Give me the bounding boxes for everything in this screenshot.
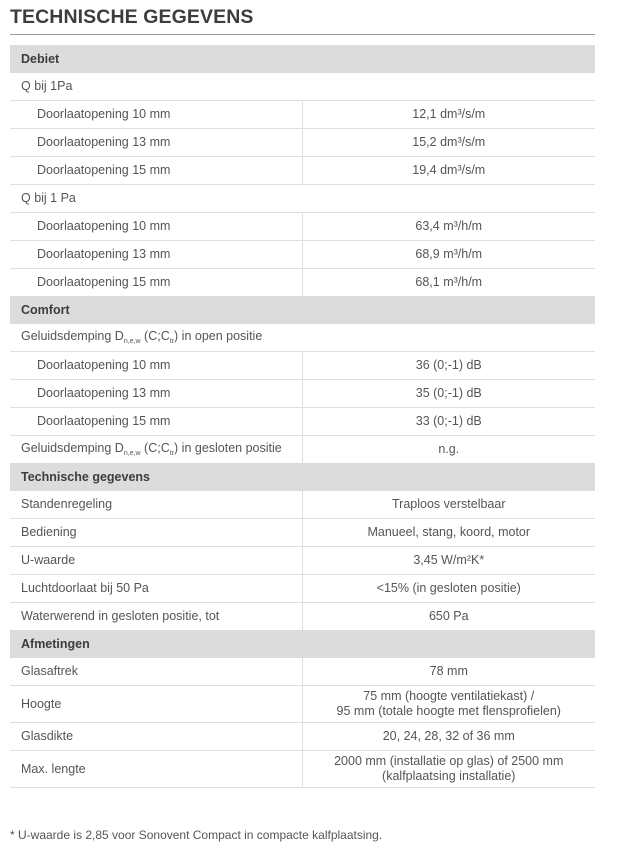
table-row — [10, 603, 595, 631]
row-value: 15,2 dm³/s/m — [302, 129, 595, 157]
row-label: Doorlaatopening 15 mm — [10, 408, 302, 436]
section-title: Debiet — [10, 45, 595, 73]
row-value: Manueel, stang, koord, motor — [302, 519, 595, 547]
specs-table — [10, 45, 595, 788]
row-label: Standenregeling — [10, 491, 302, 519]
label-text: Geluidsdemping D — [21, 441, 124, 455]
footnote: * U-waarde is 2,85 voor Sonovent Compact in compacte kalfplaatsing. — [10, 828, 383, 842]
section-title: Technische gegevens — [10, 463, 595, 491]
table-row — [10, 352, 595, 380]
row-value: 63,4 m³/h/m — [302, 213, 595, 241]
row-value: <15% (in gesloten positie) — [302, 575, 595, 603]
row-value: 33 (0;-1) dB — [302, 408, 595, 436]
value-line: 2000 mm (installatie op glas) of 2500 mm — [334, 754, 564, 768]
row-label: Doorlaatopening 15 mm — [10, 157, 302, 185]
table-row — [10, 436, 595, 464]
section-header-afmetingen — [10, 630, 595, 658]
row-label: Doorlaatopening 10 mm — [10, 352, 302, 380]
table-row — [10, 269, 595, 297]
row-value — [302, 751, 595, 788]
title-divider — [10, 34, 595, 35]
table-row — [10, 751, 595, 788]
row-label: Waterwerend in gesloten positie, tot — [21, 609, 220, 623]
row-value: 3,45 W/m²K* — [302, 547, 595, 575]
page-title: TECHNISCHE GEGEVENS — [10, 6, 254, 28]
row-label: Doorlaatopening 15 mm — [37, 275, 171, 289]
row-label: U-waarde — [10, 547, 302, 575]
row-value: n.g. — [302, 436, 595, 464]
row-label: Glasdikte — [10, 723, 302, 751]
section-header-debiet — [10, 45, 595, 73]
table-row — [10, 129, 595, 157]
group-row — [10, 73, 595, 101]
table-row — [10, 547, 595, 575]
row-value: 35 (0;-1) dB — [302, 380, 595, 408]
subscript: n,e,w — [123, 450, 141, 457]
row-label: Bediening — [10, 519, 302, 547]
label-text: (C;C — [140, 441, 170, 455]
subscript: tr — [169, 338, 175, 345]
row-label: Doorlaatopening 10 mm — [10, 101, 302, 129]
table-row — [10, 101, 595, 129]
row-value: Traploos verstelbaar — [302, 491, 595, 519]
value-line: 95 mm (totale hoogte met flensprofielen) — [336, 704, 561, 718]
row-value — [302, 686, 595, 723]
table-row — [10, 491, 595, 519]
table-row — [10, 686, 595, 723]
row-value: 36 (0;-1) dB — [302, 352, 595, 380]
label-text: (C;C — [140, 329, 170, 343]
table-row — [10, 241, 595, 269]
row-value: 20, 24, 28, 32 of 36 mm — [302, 723, 595, 751]
table-row — [10, 575, 595, 603]
row-value: 12,1 dm³/s/m — [302, 101, 595, 129]
group-label — [10, 324, 595, 352]
group-label: Q bij 1 Pa — [10, 185, 595, 213]
row-label: Hoogte — [10, 686, 302, 723]
row-label: Glasaftrek — [10, 658, 302, 686]
section-title: Afmetingen — [10, 630, 595, 658]
row-value: 68,1 m³/h/m — [302, 269, 595, 297]
label-text: Geluidsdemping D — [21, 329, 124, 343]
table-row — [10, 519, 595, 547]
row-label: Luchtdoorlaat bij 50 Pa — [10, 575, 302, 603]
table-row — [10, 723, 595, 751]
table-row — [10, 157, 595, 185]
row-value: 78 mm — [302, 658, 595, 686]
group-row — [10, 324, 595, 352]
row-label: Doorlaatopening 13 mm — [10, 380, 302, 408]
label-text: ) in open positie — [174, 329, 263, 343]
row-value: 19,4 dm³/s/m — [302, 157, 595, 185]
row-label: Doorlaatopening 13 mm — [10, 129, 302, 157]
table-row — [10, 658, 595, 686]
row-label — [10, 436, 302, 464]
row-value: 68,9 m³/h/m — [302, 241, 595, 269]
subscript: n,e,w — [123, 338, 141, 345]
group-label: Q bij 1Pa — [10, 73, 595, 101]
value-line: 75 mm (hoogte ventilatiekast) / — [363, 689, 535, 703]
row-value: 650 Pa — [302, 603, 595, 631]
section-header-technisch — [10, 463, 595, 491]
row-label: Doorlaatopening 10 mm — [10, 213, 302, 241]
value-line: (kalfplaatsing installatie) — [382, 769, 516, 783]
table-row — [10, 380, 595, 408]
row-label: Max. lengte — [10, 751, 302, 788]
subscript: tr — [169, 450, 175, 457]
section-header-comfort — [10, 296, 595, 324]
label-text: ) in gesloten positie — [174, 441, 282, 455]
group-row — [10, 185, 595, 213]
row-label: Doorlaatopening 13 mm — [10, 241, 302, 269]
table-row — [10, 213, 595, 241]
section-title: Comfort — [10, 296, 595, 324]
table-row — [10, 408, 595, 436]
